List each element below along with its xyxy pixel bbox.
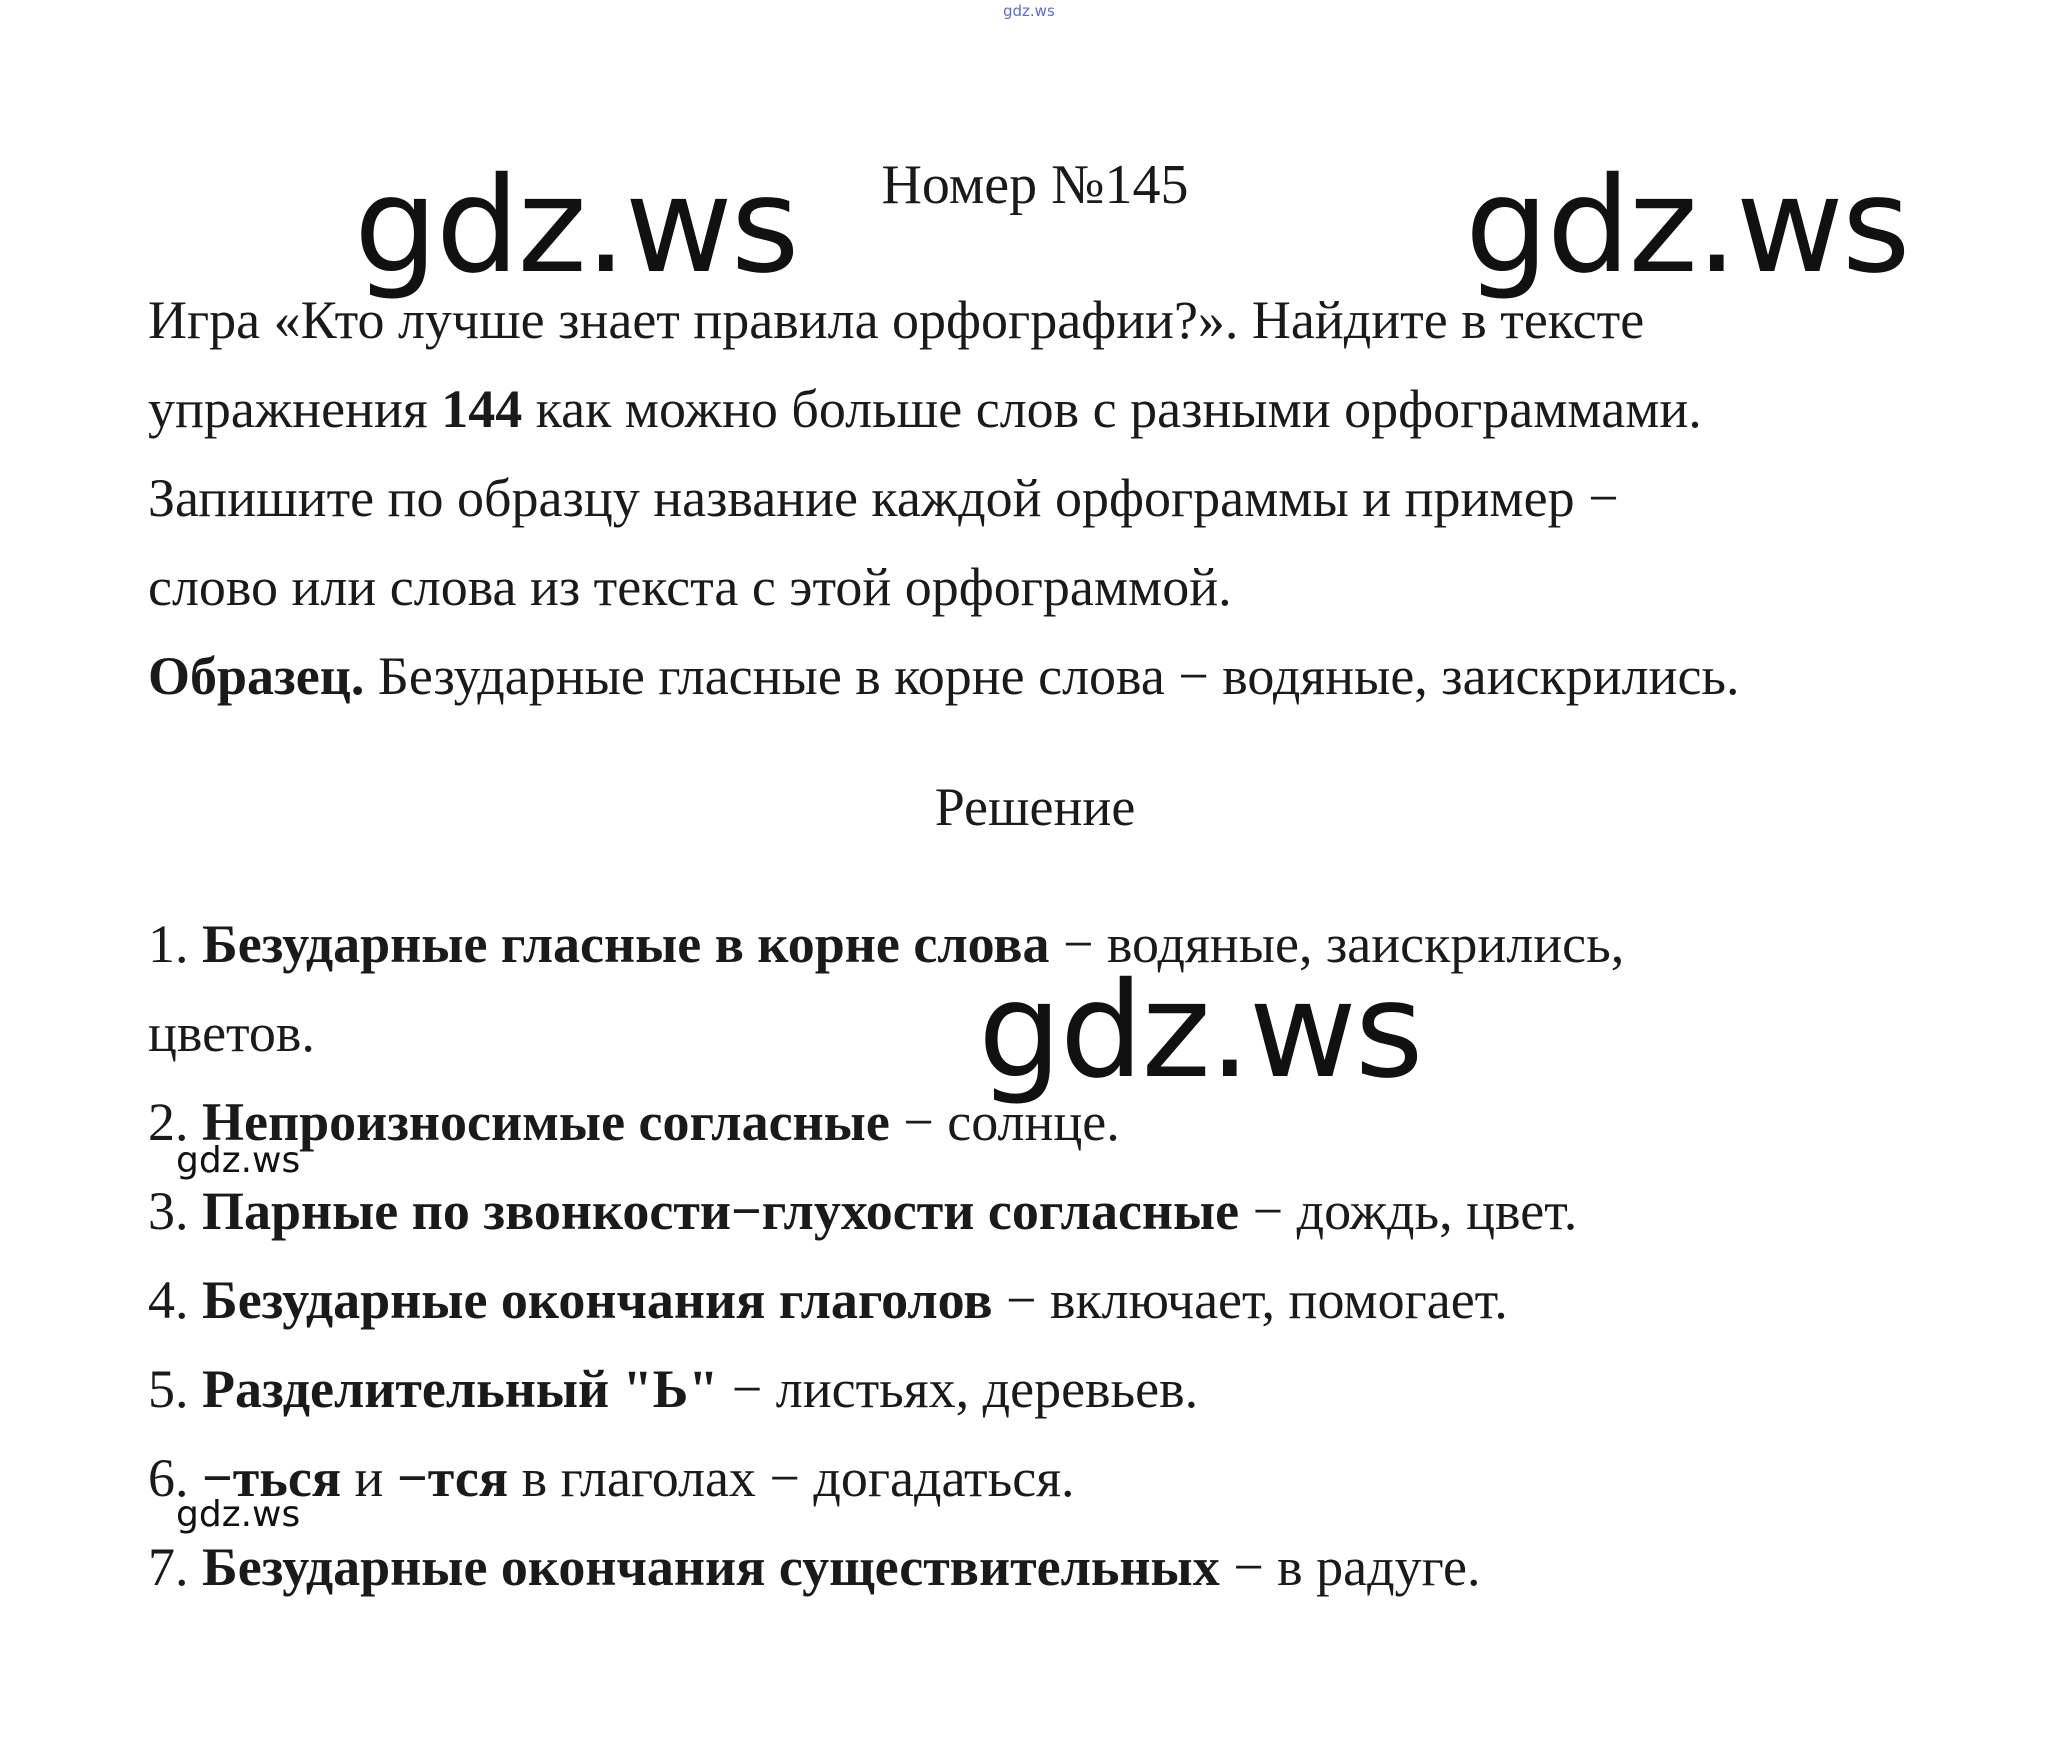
answer-item-2: 2. Непроизносимые согласные − солнце. [148, 1092, 1120, 1152]
solution-heading: Решение [934, 777, 1136, 837]
answer-item-1: 1. Безударные гласные в корне слова − водяные, заискрились, [148, 914, 1625, 974]
watermark-top: gdz.ws [1003, 2, 1055, 20]
answer-item-1-continued: цветов. [148, 1003, 315, 1063]
task-text [148, 276, 1948, 721]
answer-item-6: 6. −ться и −тся в глаголах − догадаться. [148, 1448, 1075, 1508]
task-line-1: Игра «Кто лучше знает правила орфографии?». Найдите в тексте [148, 290, 1645, 350]
answer-item-5: 5. Разделительный "Ь" − листьях, деревьев. [148, 1359, 1199, 1419]
task-sample: Образец. Безударные гласные в корне слова − водяные, заискрились. [148, 646, 1740, 706]
task-line-4: слово или слова из текста с этой орфограммой. [148, 557, 1232, 617]
answer-item-3: 3. Парные по звонкости−глухости согласные − дождь, цвет. [148, 1181, 1578, 1241]
watermark-small-1: gdz.ws [176, 1140, 301, 1181]
task-line-3: Запишите по образцу название каждой орфограммы и пример − [148, 468, 1619, 528]
answer-item-7: 7. Безударные окончания существительных − в радуге. [148, 1537, 1481, 1597]
watermark-left: gdz.ws [354, 149, 798, 303]
watermark-right: gdz.ws [1465, 149, 1909, 303]
answer-item-4: 4. Безударные окончания глаголов − включает, помогает. [148, 1270, 1508, 1330]
exercise-number: 144 [441, 379, 523, 439]
task-line-2: упражнения 144 как можно больше слов с разными орфограммами. [148, 379, 1702, 439]
sample-label: Образец. [148, 646, 365, 706]
page-title: Номер №145 [881, 154, 1189, 216]
watermark-center: gdz.ws [978, 954, 1422, 1108]
watermark-small-2: gdz.ws [176, 1494, 301, 1535]
